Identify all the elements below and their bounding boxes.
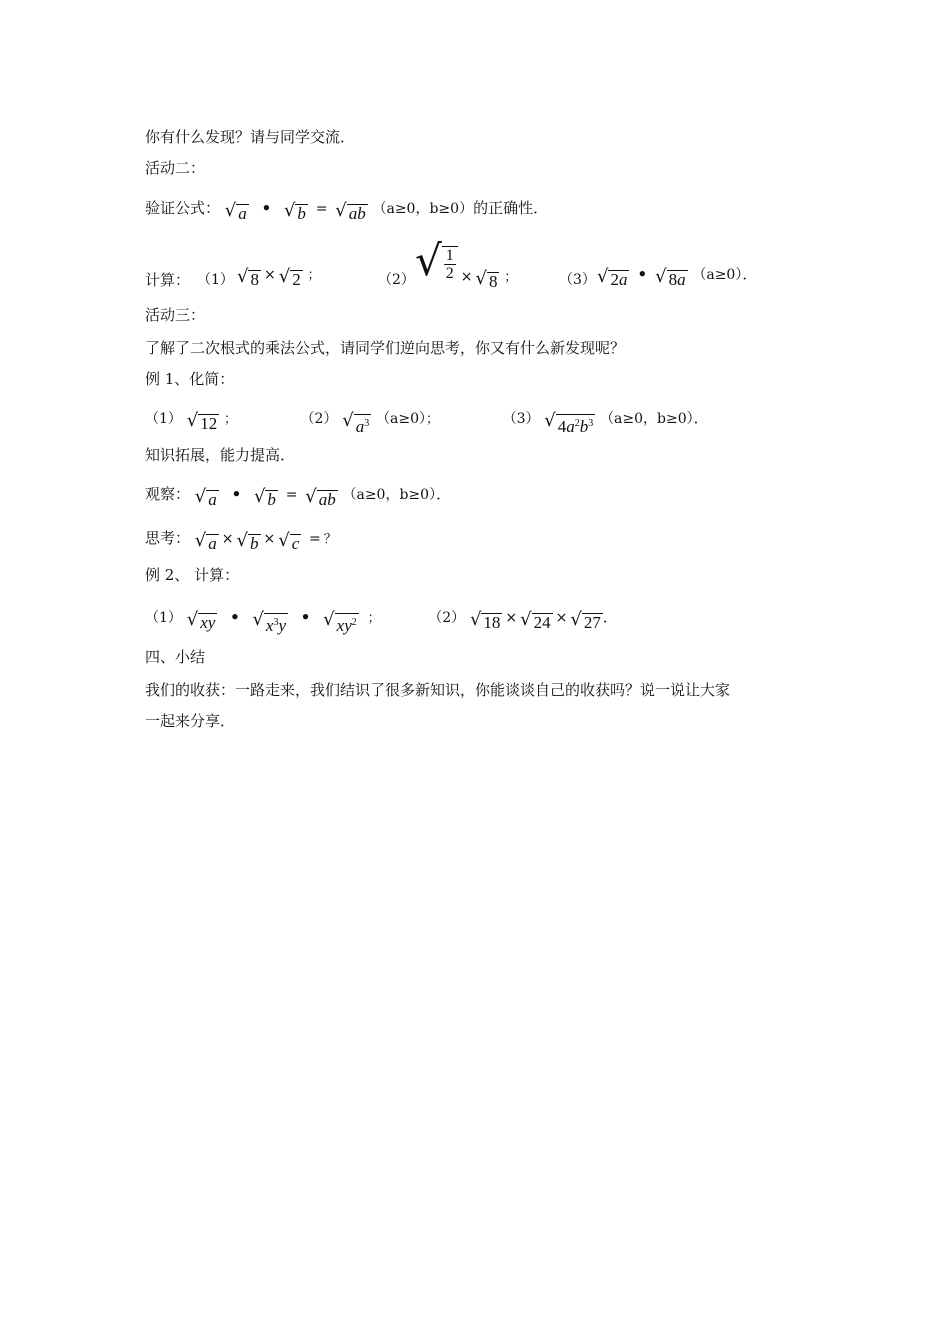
text-line-1: 你有什么发现？请与同学交流． [145, 128, 356, 146]
sqrt-4a2b3: √ $4a^2b^3$ [544, 410, 594, 436]
reverse-thinking-text: 了解了二次根式的乘法公式，请同学们逆向思考，你又有什么新发现呢？ [145, 339, 626, 357]
ex1-item-2-condition: （a≥0） [376, 411, 426, 427]
observe-condition: （a≥0，b≥0） [342, 487, 437, 503]
sqrt-ab: √ ab [335, 200, 366, 223]
extend-text: 知识拓展，能力提高． [145, 446, 296, 464]
calc-item-1-label: （1） [197, 272, 234, 288]
heading-activity-2: 活动二： [145, 159, 206, 177]
ex1-item-2-label: （2） [300, 411, 338, 427]
example-1-items: （1） √ 12 ； （2） √ $a^3$ （a≥0）； （3） √ $4a^2b^3$ （a≥0，b≥0）． [145, 409, 709, 436]
ex1-item-3-label: （3） [502, 411, 540, 427]
sqrt-a: √ a [224, 200, 247, 223]
sqrt-a-cubed: √ $a^3$ [342, 410, 370, 436]
verify-formula-line: 验证公式： √ a • √ b = √ ab （a≥0，b≥0）的正确性． [145, 199, 549, 223]
sqrt-12: √ 12 [186, 410, 218, 433]
verify-tail: 的正确性． [473, 199, 549, 217]
example-2-items: （1） √ xy • √ $x^3y$ • √ $xy^2$ ； （2） √ 18 × √ 24 × √ 27 ． [145, 608, 618, 635]
observe-label: 观察： [145, 485, 191, 503]
sqrt-b: √ b [283, 200, 306, 223]
calc-item-3-label: （3） [559, 272, 596, 288]
calc-item-2: √ 1 2 × √ 8 ； [415, 236, 518, 291]
condition-ab: （a≥0，b≥0） [372, 201, 474, 217]
calc-item-3: √ 2a • √ 8a （a≥0）． [597, 265, 758, 289]
ex2-item-2-label: （2） [428, 610, 466, 626]
example-2-heading: 例 2、 计算： [145, 566, 240, 584]
calc-item-2-label: （2） [378, 272, 415, 288]
ex1-item-1-label: （1） [145, 411, 182, 427]
calc-label: 计算： [145, 271, 191, 289]
calc-item-1: √ 8 × √ 2 ； [237, 266, 321, 289]
harvest-text-2: 一起来分享． [145, 712, 236, 730]
summary-heading: 四、小结 [145, 648, 206, 666]
example-1-heading: 例 1、化简： [145, 370, 235, 388]
heading-activity-3: 活动三： [145, 306, 206, 324]
think-line: 思考： √ a × √ b × √ c = ？ [145, 529, 337, 553]
verify-label: 验证公式： [145, 199, 221, 217]
calc-item-3-condition: （a≥0） [692, 267, 743, 283]
observe-line: 观察： √ a • √ b = √ ab （a≥0，b≥0）． [145, 485, 452, 509]
ex2-item-1-label: （1） [145, 610, 182, 626]
ex1-item-3-condition: （a≥0，b≥0） [600, 411, 694, 427]
harvest-text-1: 我们的收获：一路走来，我们结识了很多新知识，你能谈谈自己的收获吗？说一说让大家 [145, 681, 731, 699]
think-label: 思考： [145, 529, 191, 547]
